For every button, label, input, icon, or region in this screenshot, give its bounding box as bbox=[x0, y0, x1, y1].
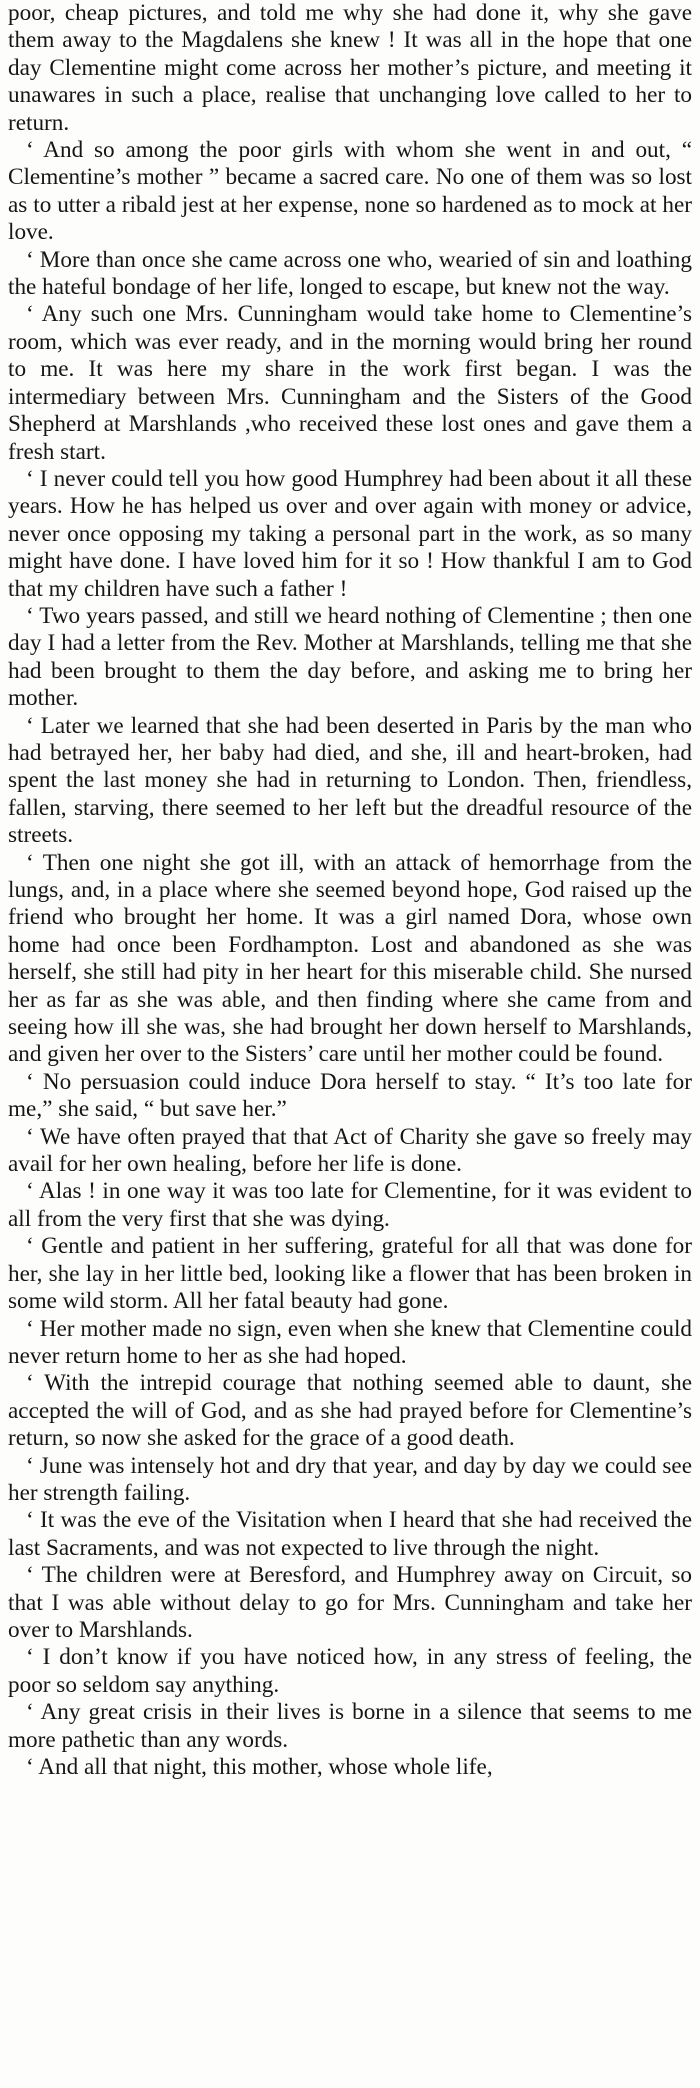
paragraph-11: ‘ Alas ! in one way it was too late for Clementine, for it was evident to all from the very first that she was dying. bbox=[8, 1178, 692, 1232]
paragraph-4: ‘ Any such one Mrs. Cunningham would take home to Clementine’s room, which was ever ready, and in the morning would bring her round to me. It was here my share in the work first began. I was the intermediary between Mrs. Cunningham and the Sisters of the Good Shepherd at Marshlands ,who received these lost ones and gave them a fresh start. bbox=[8, 301, 692, 465]
paragraph-7: ‘ Later we learned that she had been deserted in Paris by the man who had betrayed her, her baby had died, and she, ill and heart-broken, had spent the last money she had in returning to London. Then, friendless, fallen, starving, there seemed to her left but the dreadful resource of the streets. bbox=[8, 712, 692, 849]
paragraph-17: ‘ The children were at Beresford, and Humphrey away on Circuit, so that I was able without delay to go for Mrs. Cunningham and take her over to Marshlands. bbox=[8, 1562, 692, 1643]
paragraph-20: ‘ And all that night, this mother, whose whole life, bbox=[26, 1754, 493, 1780]
paragraph-2: ‘ And so among the poor girls with whom she went in and out, “ Clementine’s mother ” became a sacred care. No one of them was so lost as to utter a ribald jest at her expense, none so hardened as to mock at her love. bbox=[8, 137, 692, 246]
paragraph-3: ‘ More than once she came across one who, wearied of sin and loathing the hateful bondage of her life, longed to escape, but knew not the way. bbox=[8, 246, 692, 301]
text-column bbox=[8, 0, 692, 1781]
paragraph-9: ‘ No persuasion could induce Dora herself to stay. “ It’s too late for me,” she said, “ but save her.” bbox=[8, 1068, 692, 1123]
paragraph-10: ‘ We have often prayed that that Act of Charity she gave so freely may avail for her own healing, before her life is done. bbox=[8, 1123, 692, 1178]
paragraph-5: ‘ I never could tell you how good Humphrey had been about it all these years. How he has helped us over and over again with money or advice, never once opposing my taking a personal part in the work, as so many might have done. I have loved him for it so ! How thankful I am to God that my children have such a father ! bbox=[8, 465, 692, 602]
paragraph-16: ‘ It was the eve of the Visitation when I heard that she had received the last Sacraments, and was not expected to live through the night. bbox=[8, 1507, 692, 1561]
paragraph-13: ‘ Her mother made no sign, even when she knew that Clementine could never return home to her as she had hoped. bbox=[8, 1315, 692, 1369]
paragraph-19: ‘ Any great crisis in their lives is borne in a silence that seems to me more pathetic than any words. bbox=[8, 1699, 692, 1753]
paragraph-14: ‘ With the intrepid courage that nothing seemed able to daunt, she accepted the will of God, and as she had prayed before for Clementine’s return, so now she asked for the grace of a good death. bbox=[8, 1370, 692, 1452]
paragraph-12: ‘ Gentle and patient in her suffering, grateful for all that was done for her, she lay in her little bed, looking like a flower that has been broken in some wild storm. All her fatal beauty had gone. bbox=[8, 1233, 692, 1315]
paragraph-18: ‘ I don’t know if you have noticed how, in any stress of feeling, the poor so seldom say anything. bbox=[8, 1644, 692, 1698]
paragraph-1: poor, cheap pictures, and told me why she had done it, why she gave them away to the Magdalens she knew ! It was all in the hope that one day Clementine might come across her mother’s picture, and meeting it unawares in such a place, realise that unchanging love called to her to return. bbox=[8, 0, 692, 136]
paragraph-6: ‘ Two years passed, and still we heard nothing of Clementine ; then one day I had a letter from the Rev. Mother at Marshlands, telling me that she had been brought to them the day before, and asking me to bring her mother. bbox=[8, 602, 692, 712]
paragraph-15: ‘ June was intensely hot and dry that year, and day by day we could see her strength failing. bbox=[8, 1452, 692, 1506]
paragraph-8: ‘ Then one night she got ill, with an attack of hemorrhage from the lungs, and, in a place where she seemed beyond hope, God raised up the friend who brought her home. It was a girl named Dora, whose own home had once been Fordhampton. Lost and abandoned as she was herself, she still had pity in her heart for this miserable child. She nursed her as far as she was able, and then finding where she came from and seeing how ill she was, she had brought her down herself to Marshlands, and given her over to the Sisters’ care until her mother could be found. bbox=[8, 849, 692, 1068]
